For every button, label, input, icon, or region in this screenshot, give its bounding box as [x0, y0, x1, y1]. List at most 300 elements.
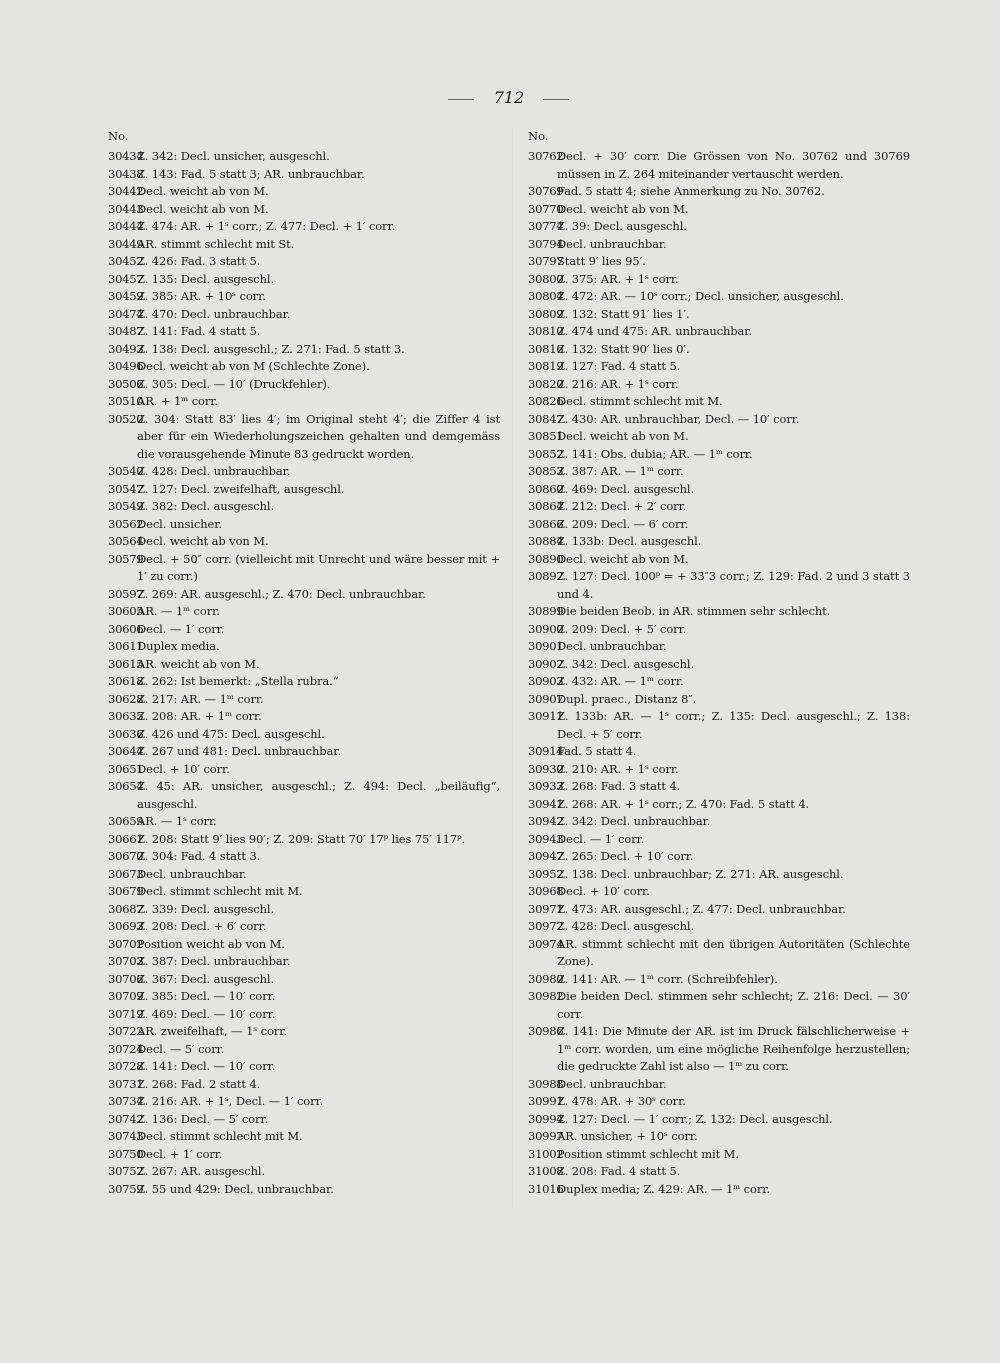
list-item [108, 603, 500, 621]
list-item [108, 936, 500, 954]
entry-number: 30884 [528, 534, 564, 548]
entry-text: AR. — 1ᵐ corr. [137, 604, 220, 618]
list-item [108, 1006, 500, 1024]
entry-text: Z. 216: AR. + 1ˢ corr. [557, 376, 679, 391]
list-item [108, 411, 500, 464]
list-item [528, 516, 910, 534]
list-item [528, 236, 910, 254]
entry-number: 30702 [108, 936, 144, 951]
list-item [528, 1181, 910, 1199]
entry-number: 30971 [528, 901, 564, 916]
entry-text: Decl. weicht ab von M. [557, 201, 689, 216]
list-item [528, 813, 910, 831]
list-item [108, 358, 500, 376]
list-item [528, 498, 910, 516]
entry-number: 30947 [528, 849, 564, 863]
entry-number: 30742 [108, 1111, 144, 1126]
entry-number: 31008 [528, 1164, 564, 1178]
list-item [108, 341, 500, 359]
entry-number: 30438 [108, 166, 144, 181]
entry-text: Z. 45: AR. unsicher, ausgeschl.; Z. 494: Decl. „beiläufig“, ausgeschl. [137, 779, 500, 811]
entry-text: Z. 208: AR. + 1ᵐ corr. [137, 709, 262, 723]
entry-text: Z. 339: Decl. ausgeschl. [137, 901, 275, 916]
entry-text: Z. 342: Decl. unsicher, ausgeschl. [137, 149, 330, 163]
entry-number: 30752 [108, 1164, 144, 1178]
entry-number: 30759 [108, 1181, 144, 1196]
entry-text: Z. 127: Decl. 100ᵖ = + 33″3 corr.; Z. 129: Fad. 2 und 3 statt 3 und 4. [557, 569, 910, 601]
list-item [108, 638, 500, 656]
entry-text: Z. 473: AR. ausgeschl.; Z. 477: Decl. unbrauchbar. [557, 901, 846, 916]
list-item [108, 708, 500, 726]
list-item [528, 411, 910, 429]
entry-text: Decl. weicht ab von M. [557, 551, 689, 566]
list-item [108, 1041, 500, 1059]
list-item [108, 498, 500, 516]
entry-number: 30654 [108, 779, 144, 793]
list-item [108, 1146, 500, 1164]
entry-number: 30816 [528, 341, 564, 356]
list-item [528, 656, 910, 674]
entry-number: 30852 [528, 446, 564, 461]
list-item [108, 813, 500, 831]
entry-number: 30980 [528, 971, 564, 986]
entry-number: 30449 [108, 236, 144, 251]
column-header: No. [108, 129, 129, 143]
list-item [528, 743, 910, 761]
entry-number: 30493 [108, 341, 144, 356]
list-item [528, 901, 910, 919]
entry-text: Z. 304: Fad. 4 statt 3. [137, 849, 261, 863]
entry-number: 30972 [528, 919, 564, 933]
entry-number: 30703 [108, 954, 144, 968]
list-item [528, 533, 910, 551]
entry-text: Z. 474: AR. + 1ˢ corr.; Z. 477: Decl. + 1′ corr. [137, 219, 396, 233]
entry-number: 30899 [528, 604, 564, 618]
list-item [108, 218, 500, 236]
entry-text: Z. 426 und 475: Decl. ausgeschl. [137, 726, 325, 741]
list-item [528, 936, 910, 971]
entry-text: Decl. stimmt schlecht mit M. [137, 884, 303, 898]
entry-number: 30968 [528, 884, 564, 898]
entry-text: Position stimmt schlecht mit M. [557, 1146, 739, 1161]
entry-number: 30444 [108, 219, 144, 233]
list-item [108, 551, 500, 586]
list-item [108, 953, 500, 971]
entry-number: 30774 [528, 219, 564, 233]
entry-number: 30540 [108, 464, 144, 478]
entry-text: Z. 382: Decl. ausgeschl. [137, 499, 275, 513]
list-item [108, 656, 500, 674]
entry-text: Z. 39: Decl. ausgeschl. [557, 219, 687, 233]
list-item [108, 148, 500, 166]
entry-number: 30914 [528, 744, 564, 758]
entry-number: 30635 [108, 709, 144, 723]
column-header: No. [528, 129, 549, 143]
entry-number: 30687 [108, 901, 144, 916]
list-item [528, 288, 910, 306]
entry-text: Die beiden Beob. in AR. stimmen sehr schlecht. [557, 604, 831, 618]
entry-number: 31016 [528, 1181, 564, 1196]
entry-number: 30693 [108, 919, 144, 933]
page-header [0, 88, 1000, 110]
list-item [528, 603, 910, 621]
list-item [108, 866, 500, 884]
entry-text: Z. 136: Decl. — 5′ corr. [137, 1111, 269, 1126]
entry-text: Z. 474 und 475: AR. unbrauchbar. [557, 324, 752, 338]
list-item [108, 323, 500, 341]
entry-number: 30911 [528, 709, 564, 723]
entry-number: 30644 [108, 744, 144, 758]
entry-number: 30991 [528, 1094, 564, 1108]
entry-text: Z. 212: Decl. + 2′ corr. [557, 499, 687, 513]
entry-number: 30860 [528, 481, 564, 496]
entry-number: 30562 [108, 516, 144, 531]
list-item [528, 918, 910, 936]
entry-text: Z. 143: Fad. 5 statt 3; AR. unbrauchbar. [137, 166, 365, 181]
list-item [108, 586, 500, 604]
entry-number: 30724 [108, 1041, 144, 1056]
list-item [108, 376, 500, 394]
list-item [528, 481, 910, 499]
entry-text: Z. 428: Decl. unbrauchbar. [137, 464, 291, 478]
entry-number: 30826 [528, 394, 564, 408]
list-item [108, 901, 500, 919]
list-item [528, 428, 910, 446]
entry-text: Decl. weicht ab von M. [557, 429, 689, 443]
entry-number: 30804 [528, 289, 564, 303]
entry-text: Z. 268: Fad. 3 statt 4. [557, 779, 681, 793]
list-item [528, 253, 910, 271]
entry-text: Z. 141: Obs. dubia; AR. — 1ᵐ corr. [557, 446, 753, 461]
entry-number: 30579 [108, 551, 144, 566]
entry-text: Decl. weicht ab von M. [137, 534, 269, 548]
entry-text: Z. 469: Decl. ausgeschl. [557, 481, 695, 496]
entry-number: 30770 [528, 201, 564, 216]
entry-number: 30750 [108, 1146, 144, 1161]
entry-text: Z. 135: Decl. ausgeschl. [137, 271, 275, 286]
entry-text: Decl. unbrauchbar. [557, 639, 667, 653]
list-item [108, 1181, 500, 1199]
entry-number: 30564 [108, 534, 144, 548]
entry-text: Z. 209: Decl. + 5′ corr. [557, 621, 687, 636]
entry-text: Z. 472: AR. — 10ˢ corr.; Decl. unsicher, ausgeschl. [557, 289, 844, 303]
list-item [528, 1128, 910, 1146]
entry-text: AR. unsicher, + 10ˢ corr. [557, 1129, 698, 1143]
list-item [108, 393, 500, 411]
entry-text: Z. 262: Ist bemerkt: „Stella rubra.“ [137, 674, 339, 688]
list-item [108, 743, 500, 761]
entry-number: 30847 [528, 411, 564, 426]
list-item [528, 218, 910, 236]
entry-text: Decl. + 10′ corr. [137, 761, 230, 776]
entry-number: 30670 [108, 849, 144, 863]
list-item [108, 463, 500, 481]
list-item [528, 708, 910, 743]
entry-number: 31002 [528, 1146, 564, 1161]
entry-text: AR. stimmt schlecht mit St. [137, 236, 295, 251]
entry-text: Decl. weicht ab von M. [137, 184, 269, 198]
list-item [528, 1163, 910, 1181]
entry-number: 30810 [528, 324, 564, 338]
entry-number: 30892 [528, 569, 564, 583]
entry-number: 30452 [108, 254, 144, 268]
entry-text: Z. 208: Fad. 4 statt 5. [557, 1164, 681, 1178]
list-item [528, 551, 910, 569]
entry-number: 30942 [528, 814, 564, 828]
entry-number: 30728 [108, 1059, 144, 1073]
entry-text: Z. 132: Statt 91′ lies 1′. [557, 306, 690, 321]
entry-text: Z. 375: AR. + 1ˢ corr. [557, 271, 679, 286]
list-item [528, 271, 910, 289]
entry-text: Z. 208: Statt 9′ lies 90′; Z. 209: Statt 70′ 17ᵖ lies 75′ 117ᵖ. [137, 831, 466, 846]
list-item [528, 1146, 910, 1164]
entry-number: 30933 [528, 779, 564, 793]
entry-number: 30679 [108, 884, 144, 898]
entry-text: AR. zweifelhaft, — 1ˢ corr. [137, 1024, 287, 1038]
entry-text: AR. + 1ᵐ corr. [137, 394, 218, 408]
list-item [528, 761, 910, 779]
entry-text: Decl. + 50″ corr. (vielleicht mit Unrecht und wäre besser mit + 1′ zu corr.) [137, 551, 500, 583]
entry-number: 30709 [108, 989, 144, 1003]
entry-text: Z. 268: AR. + 1ˢ corr.; Z. 470: Fad. 5 statt 4. [557, 796, 810, 811]
list-item [528, 358, 910, 376]
list-item [108, 971, 500, 989]
entry-text: Z. 141: Die Minute der AR. ist im Druck fälschlicherweise + 1ᵐ corr. worden, um eine mögliche Reihenfolge herzustellen; die gedruckte Zahl ist also — 1ᵐ zu corr. [557, 1024, 910, 1073]
list-item [528, 796, 910, 814]
entry-number: 30457 [108, 271, 144, 286]
list-item [108, 918, 500, 936]
list-item [528, 988, 910, 1023]
entry-text: Fad. 5 statt 4. [557, 744, 637, 758]
entry-text: Decl. weicht ab von M. [137, 201, 269, 216]
entry-number: 30907 [528, 691, 564, 706]
entry-text: Z. 127: Decl. zweifelhaft, ausgeschl. [137, 481, 345, 496]
entry-number: 30547 [108, 481, 144, 496]
entry-number: 30819 [528, 359, 564, 373]
entry-text: Z. 141: Fad. 4 statt 5. [137, 324, 261, 338]
list-item [108, 236, 500, 254]
entry-text: Fad. 5 statt 4; siehe Anmerkung zu No. 30762. [557, 184, 825, 198]
entry-text: Z. 55 und 429: Decl. unbrauchbar. [137, 1181, 334, 1196]
entry-text: Decl. stimmt schlecht mit M. [557, 394, 723, 408]
list-item [528, 201, 910, 219]
entry-number: 30510 [108, 394, 144, 408]
list-item [528, 831, 910, 849]
entry-text: Z. 385: AR. + 10ˢ corr. [137, 289, 266, 303]
entry-number: 30474 [108, 306, 144, 321]
list-item [528, 148, 910, 183]
entry-number: 30459 [108, 289, 144, 303]
list-item [108, 726, 500, 744]
entry-number: 30520 [108, 411, 144, 426]
list-item [108, 1128, 500, 1146]
entry-text: Z. 387: Decl. unbrauchbar. [137, 954, 291, 968]
entry-text: Z. 132: Statt 90′ lies 0′. [557, 341, 690, 356]
list-item [528, 778, 910, 796]
entry-number: 30762 [528, 149, 564, 163]
entry-number: 30506 [108, 376, 144, 391]
list-item [528, 463, 910, 481]
entry-text: Z. 138: Decl. ausgeschl.; Z. 271: Fad. 5 statt 3. [137, 341, 405, 356]
entry-number: 30719 [108, 1006, 144, 1021]
entry-text: Z. 428: Decl. ausgeschl. [557, 919, 695, 933]
list-item [108, 183, 500, 201]
list-item [528, 183, 910, 201]
entry-number: 30797 [528, 254, 564, 268]
entry-text: Decl. stimmt schlecht mit M. [137, 1129, 303, 1143]
entry-text: Z. 141: AR. — 1ᵐ corr. (Schreibfehler). [557, 971, 778, 986]
list-item [528, 1023, 910, 1076]
entry-text: Z. 217: AR. — 1ᵐ corr. [137, 691, 264, 706]
entry-number: 30597 [108, 586, 144, 601]
list-item [108, 673, 500, 691]
list-item [108, 201, 500, 219]
list-item [108, 271, 500, 289]
entry-text: Z. 267: AR. ausgeschl. [137, 1164, 266, 1178]
list-item [108, 1076, 500, 1094]
entry-number: 30628 [108, 691, 144, 706]
entry-number: 30605 [108, 604, 144, 618]
list-item [528, 691, 910, 709]
entry-text: Position weicht ab von M. [137, 936, 285, 951]
entry-number: 30722 [108, 1024, 144, 1038]
entry-text: Duplex media; Z. 429: AR. — 1ᵐ corr. [557, 1181, 770, 1196]
entry-number: 30952 [528, 866, 564, 881]
entry-number: 30974 [528, 936, 564, 951]
list-item [528, 866, 910, 884]
entry-number: 30769 [528, 184, 564, 198]
entry-number: 30997 [528, 1129, 564, 1143]
entry-text: Decl. — 1′ corr. [557, 831, 645, 846]
entry-text: Z. 141: Decl. — 10′ corr. [137, 1059, 276, 1073]
column-gutter [512, 128, 513, 1208]
entry-text: Z. 387: AR. — 1ᵐ corr. [557, 464, 684, 478]
entry-number: 30731 [108, 1076, 144, 1091]
list-item [108, 621, 500, 639]
entry-text: Decl. + 30′ corr. Die Grössen von No. 30762 und 30769 müssen in Z. 264 miteinander vertauscht werden. [557, 149, 910, 181]
entry-number: 30864 [528, 499, 564, 513]
entry-number: 30434 [108, 149, 144, 163]
entry-text: Z. 138: Decl. unbrauchbar; Z. 271: AR. ausgeschl. [557, 866, 844, 881]
entry-text: Die beiden Decl. stimmen sehr schlecht; Z. 216: Decl. — 30′ corr. [557, 989, 910, 1021]
list-item [108, 1093, 500, 1111]
entry-text: AR. stimmt schlecht mit den übrigen Autoritäten (Schlechte Zone). [557, 936, 910, 968]
entry-text: Z. 216: AR. + 1ˢ, Decl. — 1′ corr. [137, 1094, 324, 1108]
list-item [528, 1076, 910, 1094]
entry-number: 30851 [528, 429, 564, 443]
list-item [528, 393, 910, 411]
list-item [528, 341, 910, 359]
entry-number: 30487 [108, 324, 144, 338]
entry-text: Z. 127: Fad. 4 statt 5. [557, 359, 681, 373]
list-item [528, 446, 910, 464]
entry-number: 30743 [108, 1129, 144, 1143]
entry-text: Z. 304: Statt 83′ lies 4′; im Original steht 4′; die Ziffer 4 ist aber für ein Wiederholungszeichen gehalten und demgemäss die vorausgehende Minute 83 gedruckt worden. [137, 411, 500, 461]
entry-number: 30651 [108, 761, 144, 776]
entry-text: Z. 469: Decl. — 10′ corr. [137, 1006, 276, 1021]
entry-text: Z. 470: Decl. unbrauchbar. [137, 306, 291, 321]
entry-number: 30903 [528, 674, 564, 688]
list-item [528, 568, 910, 603]
entry-number: 30496 [108, 359, 144, 373]
entry-text: Z. 426: Fad. 3 statt 5. [137, 254, 261, 268]
list-item [108, 1023, 500, 1041]
entry-text: Z. 127: Decl. — 1′ corr.; Z. 132: Decl. ausgeschl. [557, 1111, 833, 1126]
list-item [108, 306, 500, 324]
list-item [108, 166, 500, 184]
list-item [108, 691, 500, 709]
entry-number: 30982 [528, 989, 564, 1003]
entry-number: 30618 [108, 674, 144, 688]
entry-number: 30659 [108, 814, 144, 828]
list-item [108, 253, 500, 271]
entry-number: 30800 [528, 271, 564, 286]
entry-text: Z. 385: Decl. — 10′ corr. [137, 989, 276, 1003]
entry-number: 30611 [108, 639, 144, 653]
entry-text: Z. 342: Decl. unbrauchbar. [557, 814, 711, 828]
entry-number: 30994 [528, 1111, 564, 1126]
list-item [108, 831, 500, 849]
entry-text: Decl. — 5′ corr. [137, 1041, 225, 1056]
entry-text: Decl. weicht ab von M (Schlechte Zone). [137, 359, 370, 373]
entry-text: Z. 432: AR. — 1ᵐ corr. [557, 674, 684, 688]
list-item [528, 638, 910, 656]
entry-number: 30809 [528, 306, 564, 321]
entry-text: Decl. unbrauchbar. [557, 236, 667, 251]
list-item [108, 481, 500, 499]
entry-text: Statt 9′ lies 95′. [557, 254, 646, 268]
entry-text: Z. 478: AR. + 30ˢ corr. [557, 1094, 686, 1108]
entry-text: Z. 269: AR. ausgeschl.; Z. 470: Decl. unbrauchbar. [137, 586, 426, 601]
list-item [108, 988, 500, 1006]
entry-number: 30988 [528, 1076, 564, 1091]
entry-text: Decl. unbrauchbar. [557, 1076, 667, 1091]
entry-text: Dupl. praec., Distanz 8″. [557, 691, 697, 706]
entry-number: 30615 [108, 656, 144, 671]
entry-number: 30853 [528, 464, 564, 478]
list-item [108, 883, 500, 901]
entry-number: 30866 [528, 516, 564, 531]
entry-number: 30443 [108, 201, 144, 216]
entry-number: 30549 [108, 499, 144, 513]
entry-number: 30890 [528, 551, 564, 566]
list-item [528, 306, 910, 324]
list-item [108, 288, 500, 306]
entry-number: 30606 [108, 621, 144, 636]
list-item [528, 883, 910, 901]
entry-text: Z. 209: Decl. — 6′ corr. [557, 516, 689, 531]
entry-number: 30706 [108, 971, 144, 986]
list-item [528, 323, 910, 341]
entry-text: Z. 268: Fad. 2 statt 4. [137, 1076, 261, 1091]
list-item [108, 533, 500, 551]
list-item [528, 848, 910, 866]
entry-text: Z. 265: Decl. + 10′ corr. [557, 849, 694, 863]
entry-number: 30661 [108, 831, 144, 846]
entry-number: 30673 [108, 866, 144, 881]
page-number: 712 [493, 88, 525, 107]
list-item [528, 673, 910, 691]
entry-text: Z. 208: Decl. + 6′ corr. [137, 919, 267, 933]
entry-number: 30901 [528, 639, 564, 653]
right-column [528, 128, 910, 1198]
list-item [108, 1058, 500, 1076]
entry-number: 30902 [528, 656, 564, 671]
entry-text: Z. 210: AR. + 1ˢ corr. [557, 761, 679, 776]
entry-number: 30794 [528, 236, 564, 251]
entry-text: AR. — 1ˢ corr. [137, 814, 217, 828]
entry-text: Decl. + 1′ corr. [137, 1146, 223, 1161]
